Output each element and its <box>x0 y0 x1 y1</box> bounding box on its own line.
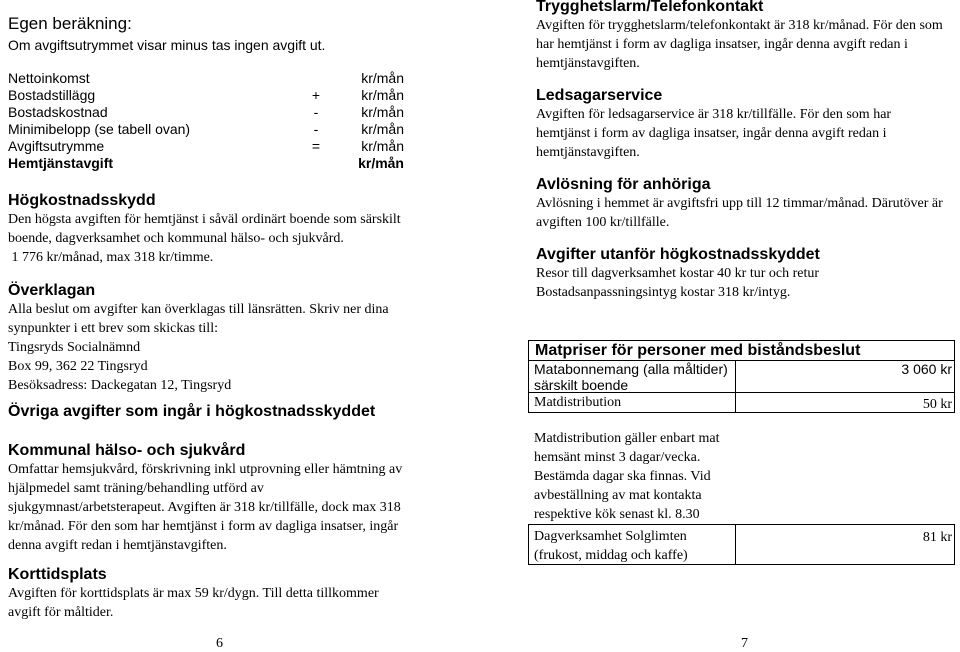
calc-unit: kr/mån <box>361 121 404 137</box>
text-line: Avgiften för ledsagarservice är 318 kr/tillfälle. För den som har <box>536 107 892 122</box>
calc-operator: - <box>313 121 319 137</box>
calc-row <box>8 138 408 155</box>
calculation-table <box>8 70 408 172</box>
escort-service-heading: Ledsagarservice <box>536 87 663 104</box>
calc-label: Bostadskostnad <box>8 104 108 120</box>
text-line: kr/månad. För den som har hemtjänst i form av dagliga insatser, ingår <box>8 519 399 534</box>
text-line: hemsänt minst 3 dagar/vecka. <box>534 450 701 465</box>
text-line: Tingsryds Socialnämnd <box>8 340 141 355</box>
escort-service-text <box>536 105 960 162</box>
calc-unit: kr/mån <box>361 70 404 86</box>
outside-fees-text <box>536 264 960 302</box>
text-line: Avgiften för korttidsplats är max 59 kr/dygn. Till detta tillkommer <box>8 586 379 601</box>
text-line: Avgiften för trygghetslarm/telefonkontakt är 318 kr/månad. För den som <box>536 18 943 33</box>
row-label: Matabonnemang (alla måltider) <box>534 361 728 377</box>
calc-label: Nettoinkomst <box>8 70 90 86</box>
relief-heading: Avlösning för anhöriga <box>536 176 711 193</box>
text-line: Matdistribution gäller enbart mat <box>534 431 720 446</box>
calc-row-total <box>8 155 408 172</box>
text-line: hjälpmedel samt träning/behandling utförd av <box>8 481 264 496</box>
short-term-care-text <box>8 584 423 622</box>
text-line: hemtjänstavgiften. <box>536 145 640 160</box>
calc-unit: kr/mån <box>361 87 404 103</box>
high-cost-protection-heading: Högkostnadsskydd <box>8 192 156 209</box>
own-calculation-title: Egen beräkning: <box>8 14 132 33</box>
row-label: Matdistribution <box>534 395 622 410</box>
text-line: boende, dagverksamhet och kommunal hälso- och sjukvård. <box>8 231 344 246</box>
text-line: Bostadsanpassningsintyg kostar 318 kr/intyg. <box>536 285 791 300</box>
text-line: Resor till dagverksamhet kostar 40 kr tur och retur <box>536 266 820 281</box>
price-cell: 3 060 kr <box>901 361 952 377</box>
row-label: särskilt boende <box>534 377 629 393</box>
text-line: Omfattar hemsjukvård, förskrivning inkl utprovning eller hämtning av <box>8 462 403 477</box>
calc-operator: = <box>311 138 321 154</box>
calc-row <box>8 104 408 121</box>
short-term-care-heading: Korttidsplats <box>8 566 107 583</box>
appeal-text <box>8 300 423 395</box>
text-line: Bestämda dagar ska finnas. Vid <box>534 469 711 484</box>
municipal-health-heading: Kommunal hälso- och sjukvård <box>8 442 246 459</box>
table-row <box>534 361 728 393</box>
table-title: Matpriser för personer med biståndsbeslut <box>528 340 955 360</box>
calc-row <box>8 70 408 87</box>
text-line: respektive kök senast kl. 8.30 <box>534 507 700 522</box>
calc-row <box>8 121 408 138</box>
calc-label: Hemtjänstavgift <box>8 155 114 171</box>
price-cell: 81 kr <box>922 530 952 545</box>
table-row <box>534 527 688 565</box>
high-cost-protection-text <box>8 210 423 267</box>
calc-label: Avgiftsutrymme <box>8 138 105 154</box>
municipal-health-text <box>8 460 423 555</box>
calc-operator: + <box>311 87 321 103</box>
text-line: Besöksadress: Dackegatan 12, Tingsryd <box>8 378 232 393</box>
page-number-right: 7 <box>741 636 748 651</box>
text-line: Alla beslut om avgifter kan överklagas till länsrätten. Skriv ner dina <box>8 302 389 317</box>
text-line: avgift för måltider. <box>8 605 114 620</box>
text-line: avgiften 100 kr/tillfälle. <box>536 215 670 230</box>
text-line: hemtjänst i form av dagliga insatser, ingår denna avgift redan i <box>536 126 887 141</box>
appeal-heading: Överklagan <box>8 282 96 299</box>
text-line: avbeställning av mat kontakta <box>534 488 702 503</box>
calc-row <box>8 87 408 104</box>
page-number-left: 6 <box>216 636 223 651</box>
own-calculation-subtitle: Om avgiftsutrymmet visar minus tas ingen avgift ut. <box>8 37 326 53</box>
text-line: Box 99, 362 22 Tingsryd <box>8 359 148 374</box>
row-label: Dagverksamhet Solglimten <box>534 529 687 544</box>
safety-alarm-heading: Trygghetslarm/Telefonkontakt <box>536 0 764 15</box>
calc-unit: kr/mån <box>361 104 404 120</box>
text-line: 1 776 kr/månad, max 318 kr/timme. <box>8 250 214 265</box>
price-cell: 50 kr <box>922 397 952 412</box>
delivery-note <box>534 429 739 524</box>
row-label: (frukost, middag och kaffe) <box>534 548 688 563</box>
calc-operator: - <box>313 104 319 120</box>
calc-unit: kr/mån <box>358 155 404 171</box>
text-line: har hemtjänst i form av dagliga insatser, ingår denna avgift redan i <box>536 37 908 52</box>
relief-text <box>536 194 960 232</box>
text-line: denna avgift redan i hemtjänstavgiften. <box>8 538 227 553</box>
calc-unit: kr/mån <box>361 138 404 154</box>
text-line: synpunkter i ett brev som skickas till: <box>8 321 218 336</box>
text-line: Den högsta avgiften för hemtjänst i såväl ordinärt boende som särskilt <box>8 212 401 227</box>
other-fees-heading: Övriga avgifter som ingår i högkostnadsskyddet <box>8 403 376 420</box>
text-line: hemtjänstavgiften. <box>536 56 640 71</box>
text-line: Avlösning i hemmet är avgiftsfri upp till 12 timmar/månad. Därutöver är <box>536 196 943 211</box>
safety-alarm-text <box>536 16 960 73</box>
outside-fees-heading: Avgifter utanför högkostnadsskyddet <box>536 246 820 263</box>
text-line: sjukgymnast/arbetsterapeut. Avgiften är 318 kr/tillfälle, dock max 318 <box>8 500 401 515</box>
calc-label: Bostadstillägg <box>8 87 96 103</box>
calc-label: Minimibelopp (se tabell ovan) <box>8 121 191 137</box>
